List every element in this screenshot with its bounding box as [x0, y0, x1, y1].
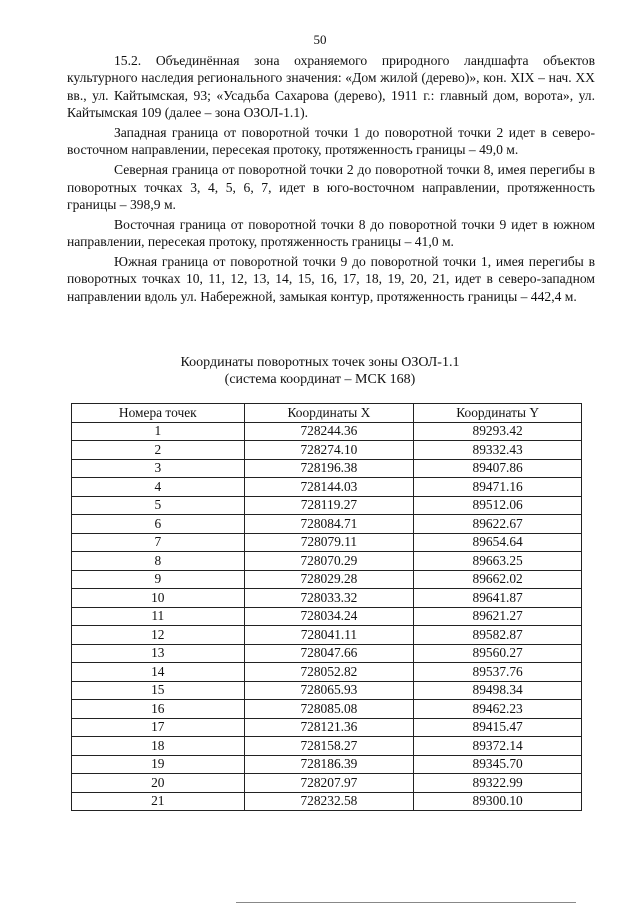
bottom-rule [236, 902, 576, 903]
cell-point-number: 5 [72, 496, 245, 515]
cell-coordinate-x: 728119.27 [244, 496, 414, 515]
header-coordinate-x: Координаты X [244, 404, 414, 423]
cell-point-number: 1 [72, 422, 245, 441]
cell-coordinate-y: 89537.76 [414, 663, 582, 682]
table-title [0, 354, 640, 388]
cell-coordinate-y: 89415.47 [414, 718, 582, 737]
cell-coordinate-y: 89462.23 [414, 700, 582, 719]
cell-coordinate-x: 728065.93 [244, 681, 414, 700]
paragraph-zone-description: 15.2. Объединённая зона охраняемого природного ландшафта объектов культурного наследия регионального значения: «Дом жилой (дерево)», кон. XIX – нач. XX вв., ул. Кайтымская, 93; «Усадьба Сахарова (дерево), 1911 г.: главный дом, ворота», ул. Кайтымская 109 (далее – зона ОЗОЛ-1.1). [67, 53, 595, 121]
table-row [72, 663, 582, 682]
cell-coordinate-x: 728085.08 [244, 700, 414, 719]
table-row [72, 422, 582, 441]
table-row [72, 441, 582, 460]
cell-coordinate-x: 728196.38 [244, 459, 414, 478]
cell-coordinate-y: 89498.34 [414, 681, 582, 700]
header-point-number: Номера точек [72, 404, 245, 423]
cell-point-number: 21 [72, 792, 245, 811]
cell-point-number: 13 [72, 644, 245, 663]
cell-point-number: 17 [72, 718, 245, 737]
page-number: 50 [313, 32, 327, 47]
cell-coordinate-y: 89293.42 [414, 422, 582, 441]
paragraph-western-boundary: Западная граница от поворотной точки 1 до поворотной точки 2 идет в северо-восточном направлении, пересекая протоку, протяженность границы – 49,0 м. [67, 125, 595, 158]
table-row [72, 570, 582, 589]
table-row [72, 589, 582, 608]
table-row [72, 700, 582, 719]
cell-point-number: 4 [72, 478, 245, 497]
cell-point-number: 20 [72, 774, 245, 793]
cell-coordinate-x: 728186.39 [244, 755, 414, 774]
cell-coordinate-x: 728047.66 [244, 644, 414, 663]
cell-point-number: 15 [72, 681, 245, 700]
paragraph-eastern-boundary: Восточная граница от поворотной точки 8 до поворотной точки 9 идет в южном направлении, пересекая протоку, протяженность границы – 41,0 м. [67, 216, 595, 250]
table-row [72, 737, 582, 756]
coordinates-table [71, 403, 582, 811]
cell-coordinate-y: 89512.06 [414, 496, 582, 515]
cell-point-number: 6 [72, 515, 245, 534]
table-row [72, 459, 582, 478]
cell-point-number: 7 [72, 533, 245, 552]
cell-coordinate-y: 89300.10 [414, 792, 582, 811]
table-row [72, 515, 582, 534]
cell-coordinate-x: 728244.36 [244, 422, 414, 441]
cell-coordinate-x: 728144.03 [244, 478, 414, 497]
cell-coordinate-y: 89663.25 [414, 552, 582, 571]
cell-point-number: 8 [72, 552, 245, 571]
cell-point-number: 2 [72, 441, 245, 460]
cell-coordinate-x: 728121.36 [244, 718, 414, 737]
table-row [72, 681, 582, 700]
cell-coordinate-x: 728232.58 [244, 792, 414, 811]
table-title-line-1: Координаты поворотных точек зоны ОЗОЛ-1.1 [180, 355, 460, 370]
table-row [72, 496, 582, 515]
cell-point-number: 19 [72, 755, 245, 774]
table-row [72, 792, 582, 811]
table-title-line-2: (система координат – МСК 168) [224, 372, 416, 387]
cell-coordinate-y: 89582.87 [414, 626, 582, 645]
paragraph-southern-boundary: Южная граница от поворотной точки 9 до поворотной точки 1, имея перегибы в поворотных точках 10, 11, 12, 13, 14, 15, 16, 17, 18, 19, 20, 21, идет в северо-западном направлении вдоль ул. Набережной, замыкая контур, протяженность границы – 442,4 м. [67, 254, 595, 304]
header-coordinate-y: Координаты Y [414, 404, 582, 423]
table-row [72, 626, 582, 645]
cell-coordinate-y: 89322.99 [414, 774, 582, 793]
cell-point-number: 14 [72, 663, 245, 682]
cell-coordinate-x: 728041.11 [244, 626, 414, 645]
cell-coordinate-x: 728033.32 [244, 589, 414, 608]
cell-coordinate-x: 728070.29 [244, 552, 414, 571]
cell-coordinate-y: 89560.27 [414, 644, 582, 663]
cell-coordinate-x: 728029.28 [244, 570, 414, 589]
table-row [72, 607, 582, 626]
cell-coordinate-y: 89345.70 [414, 755, 582, 774]
cell-point-number: 11 [72, 607, 245, 626]
table-row [72, 718, 582, 737]
cell-coordinate-x: 728274.10 [244, 441, 414, 460]
table-row [72, 644, 582, 663]
cell-coordinate-x: 728084.71 [244, 515, 414, 534]
cell-coordinate-y: 89622.67 [414, 515, 582, 534]
cell-coordinate-y: 89332.43 [414, 441, 582, 460]
cell-coordinate-y: 89662.02 [414, 570, 582, 589]
body-text [67, 52, 595, 308]
table-row [72, 533, 582, 552]
table-row [72, 478, 582, 497]
cell-point-number: 12 [72, 626, 245, 645]
cell-coordinate-y: 89621.27 [414, 607, 582, 626]
cell-coordinate-x: 728034.24 [244, 607, 414, 626]
cell-point-number: 18 [72, 737, 245, 756]
cell-coordinate-x: 728207.97 [244, 774, 414, 793]
cell-coordinate-y: 89471.16 [414, 478, 582, 497]
cell-coordinate-y: 89407.86 [414, 459, 582, 478]
cell-coordinate-x: 728079.11 [244, 533, 414, 552]
cell-coordinate-x: 728158.27 [244, 737, 414, 756]
paragraph-northern-boundary: Северная граница от поворотной точки 2 до поворотной точки 8, имея перегибы в поворотных точках 3, 4, 5, 6, 7, идет в юго-восточном направлении, протяженность границы – 398,9 м. [67, 162, 595, 213]
table-row [72, 774, 582, 793]
cell-coordinate-x: 728052.82 [244, 663, 414, 682]
table-header-row [72, 404, 582, 423]
cell-point-number: 10 [72, 589, 245, 608]
cell-coordinate-y: 89654.64 [414, 533, 582, 552]
cell-point-number: 3 [72, 459, 245, 478]
cell-coordinate-y: 89372.14 [414, 737, 582, 756]
cell-coordinate-y: 89641.87 [414, 589, 582, 608]
cell-point-number: 16 [72, 700, 245, 719]
table-row [72, 552, 582, 571]
cell-point-number: 9 [72, 570, 245, 589]
table-row [72, 755, 582, 774]
